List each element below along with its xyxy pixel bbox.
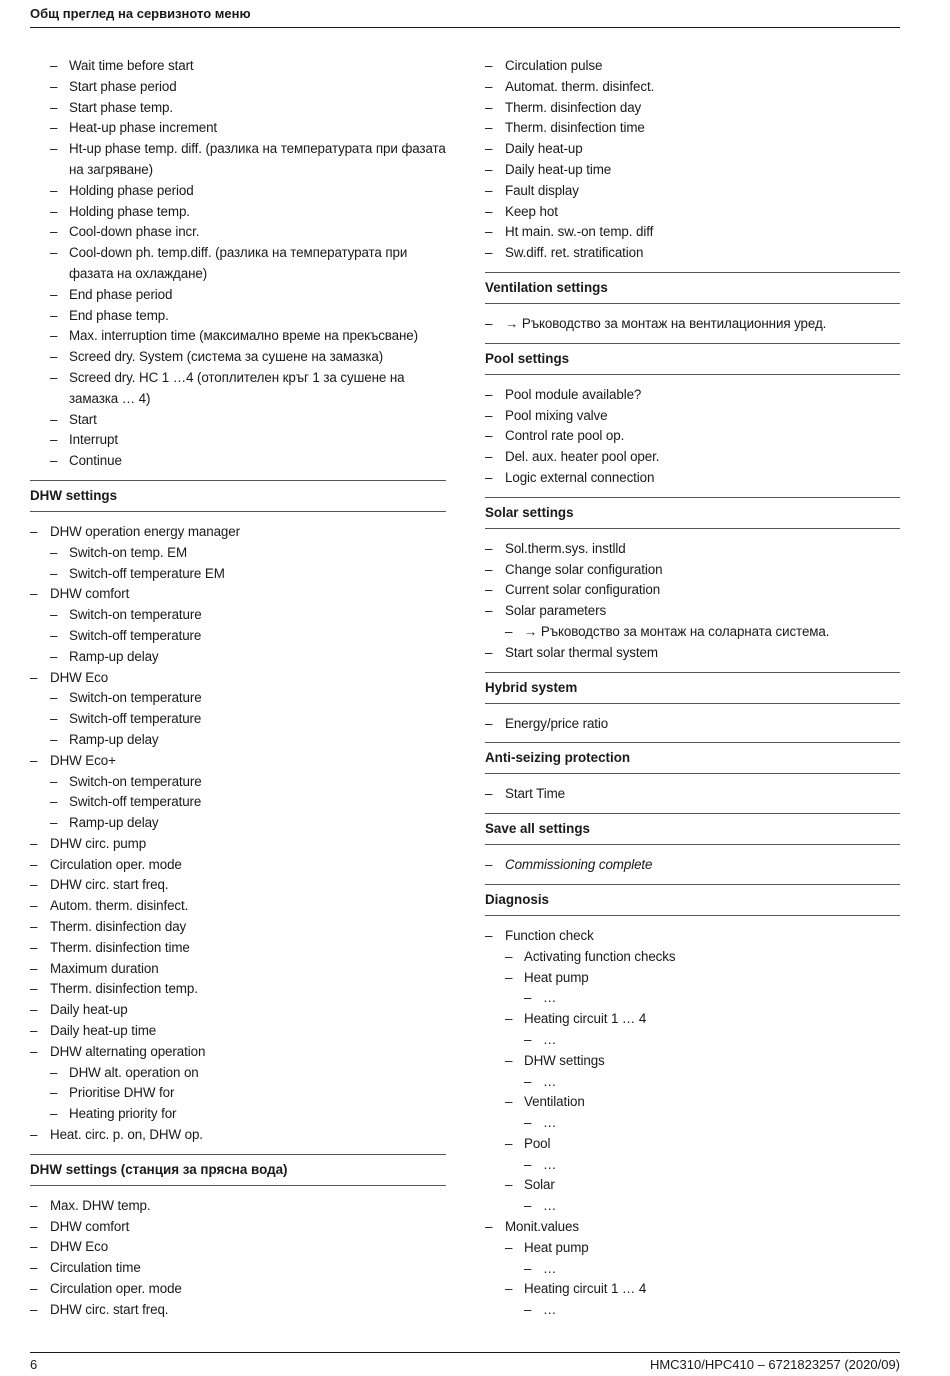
page-footer (30, 1352, 900, 1372)
list-item: – Cool-down phase incr. (30, 222, 446, 243)
list-item: – DHW Eco (30, 1237, 446, 1258)
list-item: – … (485, 1300, 900, 1321)
list-item: – Ramp-up delay (30, 730, 446, 751)
list-item: – Sw.diff. ret. stratification (485, 243, 900, 264)
list-item: – … (485, 1072, 900, 1093)
menu-section (485, 742, 900, 805)
list-item: – Current solar configuration (485, 580, 900, 601)
section-heading: Ventilation settings (485, 272, 900, 304)
list-item: – Daily heat-up time (485, 160, 900, 181)
list-item: – End phase period (30, 285, 446, 306)
list-item: – DHW alt. operation on (30, 1063, 446, 1084)
section-item-list (485, 855, 900, 876)
list-item: – Activating function checks (485, 947, 900, 968)
list-item: – DHW circ. start freq. (30, 1300, 446, 1321)
list-item: – … (485, 1113, 900, 1134)
list-item: – Start phase period (30, 77, 446, 98)
list-item: – → Ръководство за монтаж на соларната система. (485, 622, 900, 643)
menu-section (485, 672, 900, 735)
section-heading: Save all settings (485, 813, 900, 845)
right-intro-list (485, 56, 900, 264)
menu-section (30, 1154, 446, 1321)
list-item: – Switch-off temperature (30, 792, 446, 813)
menu-section (485, 343, 900, 489)
list-item: – Max. interruption time (максимално време на прекъсване) (30, 326, 446, 347)
section-heading: Pool settings (485, 343, 900, 375)
list-item: – Sol.therm.sys. instlld (485, 539, 900, 560)
list-item: – Solar (485, 1175, 900, 1196)
list-item: – Switch-off temperature (30, 709, 446, 730)
section-item-list (30, 522, 446, 1146)
section-item-list (485, 385, 900, 489)
section-heading: Anti-seizing protection (485, 742, 900, 774)
menu-section (30, 480, 446, 1146)
list-item: – Function check (485, 926, 900, 947)
list-item: – DHW comfort (30, 584, 446, 605)
list-item: – DHW circ. pump (30, 834, 446, 855)
section-item-list (485, 926, 900, 1321)
page-number: 6 (30, 1357, 38, 1372)
list-item: – Start solar thermal system (485, 643, 900, 664)
list-item: – Start phase temp. (30, 98, 446, 119)
list-item: – DHW circ. start freq. (30, 875, 446, 896)
right-column (485, 56, 900, 1321)
list-item: – Screed dry. System (система за сушене на замазка) (30, 347, 446, 368)
section-heading: DHW settings (станция за прясна вода) (30, 1154, 446, 1186)
list-item: – Maximum duration (30, 959, 446, 980)
list-item: – Switch-on temp. EM (30, 543, 446, 564)
list-item: – Start Time (485, 784, 900, 805)
list-item: – Ramp-up delay (30, 647, 446, 668)
list-item: – DHW operation energy manager (30, 522, 446, 543)
list-item: – … (485, 1196, 900, 1217)
list-item: – Switch-off temperature (30, 626, 446, 647)
list-item: – Therm. disinfection day (30, 917, 446, 938)
list-item: – Switch-on temperature (30, 688, 446, 709)
list-item: – Commissioning complete (485, 855, 900, 876)
section-heading: DHW settings (30, 480, 446, 512)
list-item: – … (485, 1155, 900, 1176)
list-item: – Wait time before start (30, 56, 446, 77)
list-item: – Pool module available? (485, 385, 900, 406)
list-item: – Circulation pulse (485, 56, 900, 77)
menu-section (485, 272, 900, 335)
list-item: – Circulation oper. mode (30, 855, 446, 876)
section-item-list (30, 1196, 446, 1321)
list-item: – Start (30, 410, 446, 431)
list-item: – DHW Eco (30, 668, 446, 689)
page-header (30, 4, 900, 28)
list-item: – … (485, 1259, 900, 1280)
list-item: – … (485, 988, 900, 1009)
list-item: – Continue (30, 451, 446, 472)
list-item: – Therm. disinfection time (30, 938, 446, 959)
list-item: – Fault display (485, 181, 900, 202)
list-item: – Switch-off temperature EM (30, 564, 446, 585)
section-heading: Hybrid system (485, 672, 900, 704)
list-item: – Holding phase temp. (30, 202, 446, 223)
right-sections (485, 272, 900, 1321)
list-item: – Pool (485, 1134, 900, 1155)
list-item: – Keep hot (485, 202, 900, 223)
list-item: – Therm. disinfection day (485, 98, 900, 119)
list-item: – Therm. disinfection time (485, 118, 900, 139)
list-item: – Control rate pool op. (485, 426, 900, 447)
list-item: – Ht main. sw.-on temp. diff (485, 222, 900, 243)
section-item-list (485, 784, 900, 805)
list-item: – Daily heat-up time (30, 1021, 446, 1042)
list-item: – End phase temp. (30, 306, 446, 327)
section-item-list (485, 539, 900, 664)
list-item: – Ventilation (485, 1092, 900, 1113)
list-item: – Heat-up phase increment (30, 118, 446, 139)
list-item: – Circulation time (30, 1258, 446, 1279)
list-item: – DHW Eco+ (30, 751, 446, 772)
list-item: – Automat. therm. disinfect. (485, 77, 900, 98)
list-item: – Circulation oper. mode (30, 1279, 446, 1300)
section-item-list (485, 314, 900, 335)
list-item: – → Ръководство за монтаж на вентилационния уред. (485, 314, 900, 335)
list-item: – … (485, 1030, 900, 1051)
list-item: – Cool-down ph. temp.diff. (разлика на температурата при фазата на охлаждане) (30, 243, 446, 285)
list-item: – DHW settings (485, 1051, 900, 1072)
list-item: – Change solar configuration (485, 560, 900, 581)
list-item: – Prioritise DHW for (30, 1083, 446, 1104)
list-item: – Monit.values (485, 1217, 900, 1238)
list-item: – Pool mixing valve (485, 406, 900, 427)
list-item: – Heating circuit 1 … 4 (485, 1279, 900, 1300)
list-item: – Max. DHW temp. (30, 1196, 446, 1217)
list-item: – Heat. circ. p. on, DHW op. (30, 1125, 446, 1146)
list-item: – Ramp-up delay (30, 813, 446, 834)
list-item: – Ht-up phase temp. diff. (разлика на температурата при фазата на загряване) (30, 139, 446, 181)
list-item: – Switch-on temperature (30, 772, 446, 793)
list-item: – Holding phase period (30, 181, 446, 202)
section-heading: Solar settings (485, 497, 900, 529)
list-item: – Daily heat-up (485, 139, 900, 160)
list-item: – DHW alternating operation (30, 1042, 446, 1063)
list-item: – DHW comfort (30, 1217, 446, 1238)
menu-section (485, 813, 900, 876)
list-item: – Switch-on temperature (30, 605, 446, 626)
list-item: – Energy/price ratio (485, 714, 900, 735)
left-column (30, 56, 446, 1321)
menu-section (485, 497, 900, 664)
list-item: – Screed dry. HC 1 …4 (отоплителен кръг 1 за сушене на замазка … 4) (30, 368, 446, 410)
list-item: – Therm. disinfection temp. (30, 979, 446, 1000)
page-title: Общ преглед на сервизното меню (30, 6, 251, 21)
list-item: – Daily heat-up (30, 1000, 446, 1021)
list-item: – Heat pump (485, 1238, 900, 1259)
list-item: – Heating priority for (30, 1104, 446, 1125)
list-item: – Logic external connection (485, 468, 900, 489)
list-item: – Del. aux. heater pool oper. (485, 447, 900, 468)
left-intro-list (30, 56, 446, 472)
section-heading: Diagnosis (485, 884, 900, 916)
list-item: – Interrupt (30, 430, 446, 451)
list-item: – Solar parameters (485, 601, 900, 622)
left-sections (30, 480, 446, 1321)
menu-section (485, 884, 900, 1321)
list-item: – Heat pump (485, 968, 900, 989)
list-item: – Heating circuit 1 … 4 (485, 1009, 900, 1030)
document-reference: HMC310/HPC410 – 6721823257 (2020/09) (649, 1357, 900, 1372)
list-item: – Autom. therm. disinfect. (30, 896, 446, 917)
section-item-list (485, 714, 900, 735)
